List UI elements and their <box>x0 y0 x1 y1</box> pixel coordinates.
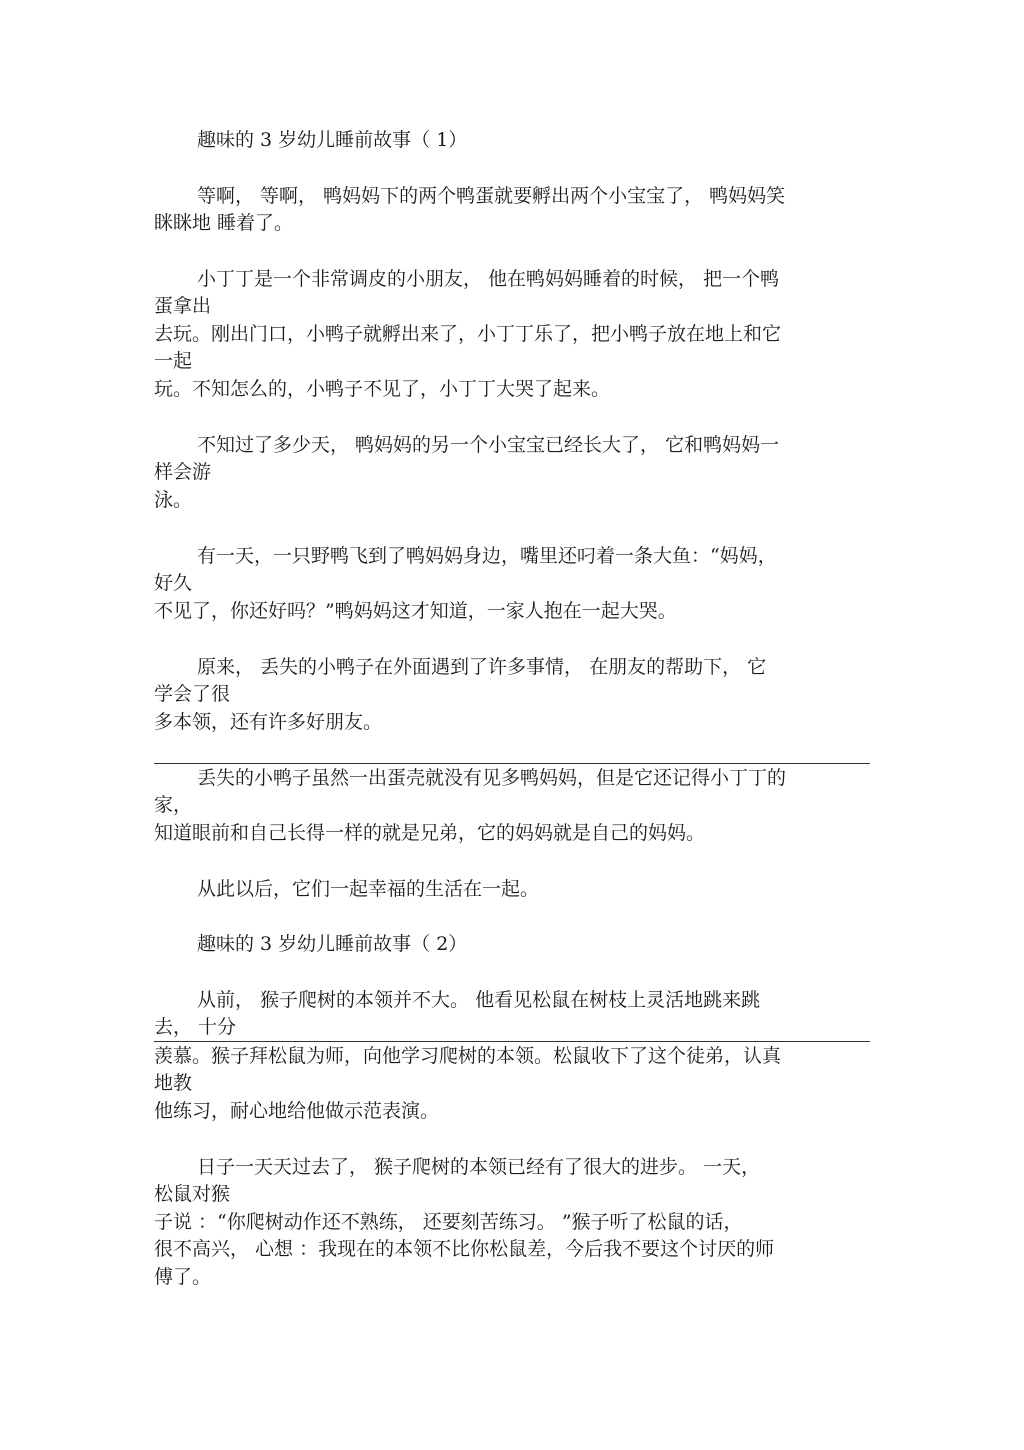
paragraph-line: 原来， 丢失的小鸭子在外面遇到了许多事情， 在朋友的帮助下， 它 <box>197 656 767 678</box>
paragraph-line: 眯眯地 睡着了。 <box>154 212 294 234</box>
paragraph-line: 学会了很 <box>154 683 231 705</box>
paragraph-line: 从前， 猴子爬树的本领并不大。 他看见松鼠在树枝上灵活地跳来跳 <box>197 989 761 1011</box>
paragraph-line: 日子一天天过去了， 猴子爬树的本领已经有了很大的进步。 一天， <box>197 1156 761 1178</box>
paragraph-line: 一起 <box>154 350 193 372</box>
story1-title: 趣味的 3 岁幼儿睡前故事（ 1） <box>197 129 468 151</box>
paragraph-line: 等啊， 等啊， 鸭妈妈下的两个鸭蛋就要孵出两个小宝宝了， 鸭妈妈笑 <box>197 185 786 207</box>
paragraph-line: 地教 <box>154 1072 193 1094</box>
paragraph-line: 玩。不知怎么的，小鸭子不见了，小丁丁大哭了起来。 <box>154 378 611 400</box>
paragraph-line: 蛋拿出 <box>154 295 212 317</box>
paragraph-line: 不见了，你还好吗？”鸭妈妈这才知道，一家人抱在一起大哭。 <box>154 600 677 622</box>
paragraph-line: 有一天，一只野鸭飞到了鸭妈妈身边，嘴里还叼着一条大鱼：“妈妈， <box>197 545 777 567</box>
paragraph-line: 羡慕。猴子拜松鼠为师，向他学习爬树的本领。松鼠收下了这个徒弟，认真 <box>154 1045 782 1067</box>
paragraph-line: 去玩。刚出门口，小鸭子就孵出来了，小丁丁乐了，把小鸭子放在地上和它 <box>154 323 782 345</box>
paragraph-line: 小丁丁是一个非常调皮的小朋友， 他在鸭妈妈睡着的时候， 把一个鸭 <box>197 268 780 290</box>
paragraph-line: 不知过了多少天， 鸭妈妈的另一个小宝宝已经长大了， 它和鸭妈妈一 <box>197 434 780 456</box>
paragraph-line: 样会游 <box>154 461 212 483</box>
paragraph-line: 泳。 <box>154 489 193 511</box>
paragraph-line: 多本领，还有许多好朋友。 <box>154 711 383 733</box>
paragraph-line: 去， 十分 <box>154 1016 237 1038</box>
paragraph-line: 从此以后，它们一起幸福的生活在一起。 <box>197 878 540 900</box>
paragraph-line: 丢失的小鸭子虽然一出蛋壳就没有见多鸭妈妈，但是它还记得小丁丁的 <box>197 767 787 789</box>
story2-title: 趣味的 3 岁幼儿睡前故事（ 2） <box>197 933 468 955</box>
paragraph-line: 他练习，耐心地给他做示范表演。 <box>154 1100 440 1122</box>
paragraph-line: 知道眼前和自己长得一样的就是兄弟，它的妈妈就是自己的妈妈。 <box>154 822 706 844</box>
paragraph-line: 家， <box>154 794 193 816</box>
paragraph-line: 好久 <box>154 572 193 594</box>
horizontal-rule <box>154 1041 870 1042</box>
paragraph-line: 子说 ：“你爬树动作还不熟练， 还要刻苦练习。 ”猴子听了松鼠的话， <box>154 1211 743 1233</box>
paragraph-line: 很不高兴， 心想 ：我现在的本领不比你松鼠差，今后我不要这个讨厌的师 <box>154 1238 775 1260</box>
horizontal-rule <box>154 763 870 764</box>
paragraph-line: 傅了。 <box>154 1266 212 1288</box>
paragraph-line: 松鼠对猴 <box>154 1183 231 1205</box>
